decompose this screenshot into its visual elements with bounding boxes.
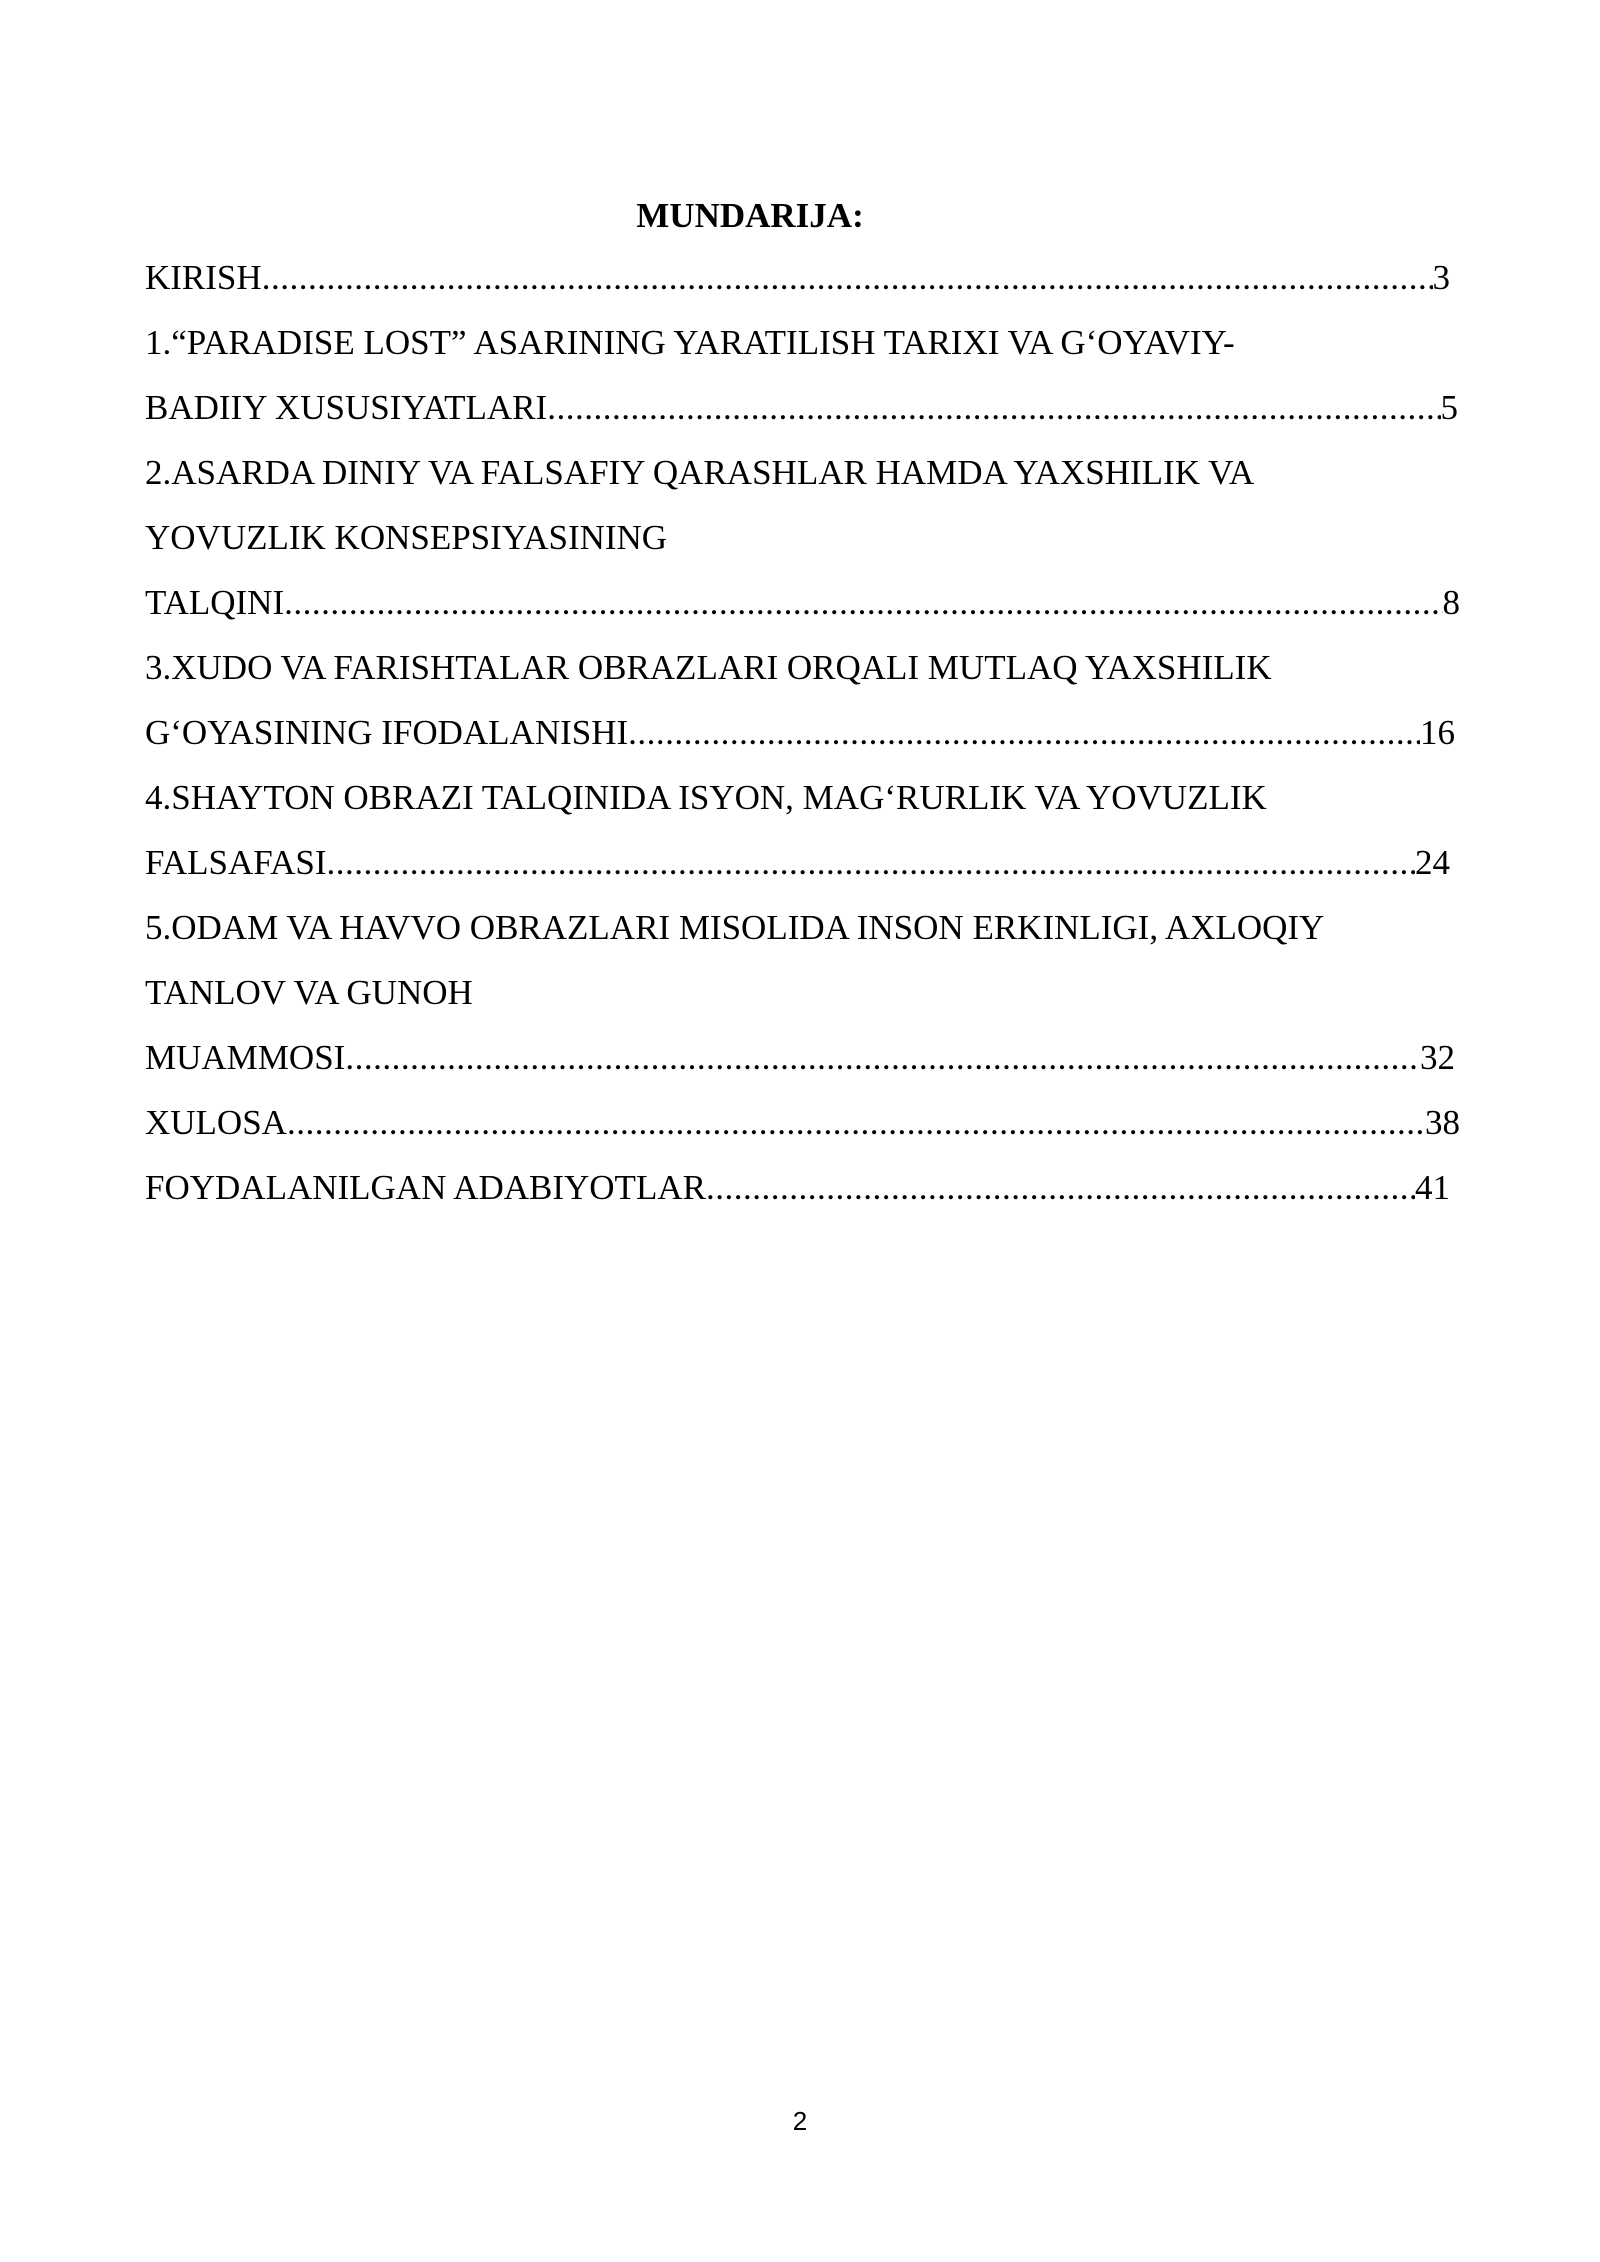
toc-entry-title: MUAMMOSI bbox=[145, 1038, 346, 1077]
toc-page-number: 3 bbox=[1432, 258, 1450, 297]
toc-entry-xulosa[interactable] bbox=[145, 1103, 1460, 1143]
page-number: 2 bbox=[792, 2106, 808, 2136]
toc-page-number: 32 bbox=[1420, 1038, 1455, 1077]
toc-leader-dots bbox=[262, 258, 1433, 298]
toc-leader-dots bbox=[706, 1168, 1415, 1208]
toc-leader-dots bbox=[547, 388, 1440, 428]
toc-leader-dots bbox=[287, 1103, 1425, 1143]
toc-entry-4[interactable] bbox=[145, 843, 1450, 883]
toc-leader-dots bbox=[327, 843, 1415, 883]
toc-entry-line: TANLOV VA GUNOH bbox=[145, 973, 473, 1012]
toc-leader-dots bbox=[628, 713, 1420, 753]
toc-entry-title: XULOSA bbox=[145, 1103, 287, 1142]
toc-entry-title: TALQINI bbox=[145, 583, 285, 622]
toc-entry-title: KIRISH bbox=[145, 258, 262, 297]
page-title: MUNDARIJA: bbox=[636, 196, 864, 235]
toc-entry-kirish[interactable] bbox=[145, 258, 1450, 298]
toc-entry-line: 3.XUDO VA FARISHTALAR OBRAZLARI ORQALI MUTLAQ YAXSHILIK bbox=[145, 648, 1272, 687]
toc-entry-title: FALSAFASI bbox=[145, 843, 327, 882]
toc-leader-dots bbox=[284, 583, 1442, 623]
toc-entry-title: BADIIY XUSUSIYATLARI bbox=[145, 388, 548, 427]
toc-leader-dots bbox=[345, 1038, 1420, 1078]
toc-entry-1[interactable] bbox=[145, 388, 1458, 428]
toc-entry-line: 5.ODAM VA HAVVO OBRAZLARI MISOLIDA INSON ERKINLIGI, AXLOQIY bbox=[145, 908, 1325, 947]
toc-entry-line: YOVUZLIK KONSEPSIYASINING bbox=[145, 518, 668, 557]
toc-page-number: 24 bbox=[1415, 843, 1450, 882]
toc-entry-title: FOYDALANILGAN ADABIYOTLAR bbox=[145, 1168, 706, 1207]
toc-entry-line: 2.ASARDA DINIY VA FALSAFIY QARASHLAR HAMDA YAXSHILIK VA bbox=[145, 453, 1255, 492]
toc-entry-5[interactable] bbox=[145, 1038, 1455, 1078]
toc-entry-line: 4.SHAYTON OBRAZI TALQINIDA ISYON, MAG‘RURLIK VA YOVUZLIK bbox=[145, 778, 1267, 817]
toc-entry-3[interactable] bbox=[145, 713, 1455, 753]
toc-page-number: 16 bbox=[1420, 713, 1455, 752]
toc-page-number: 5 bbox=[1440, 388, 1458, 427]
toc-page-number: 41 bbox=[1415, 1168, 1450, 1207]
toc-entry-title: G‘OYASINING IFODALANISHI bbox=[145, 713, 629, 752]
toc-entry-2[interactable] bbox=[145, 583, 1460, 623]
toc-entry-line: 1.“PARADISE LOST” ASARINING YARATILISH TARIXI VA G‘OYAVIY- bbox=[145, 323, 1235, 362]
toc-entry-adabiyotlar[interactable] bbox=[145, 1168, 1450, 1208]
toc-page-number: 38 bbox=[1425, 1103, 1460, 1142]
toc-page-number: 8 bbox=[1442, 583, 1460, 622]
